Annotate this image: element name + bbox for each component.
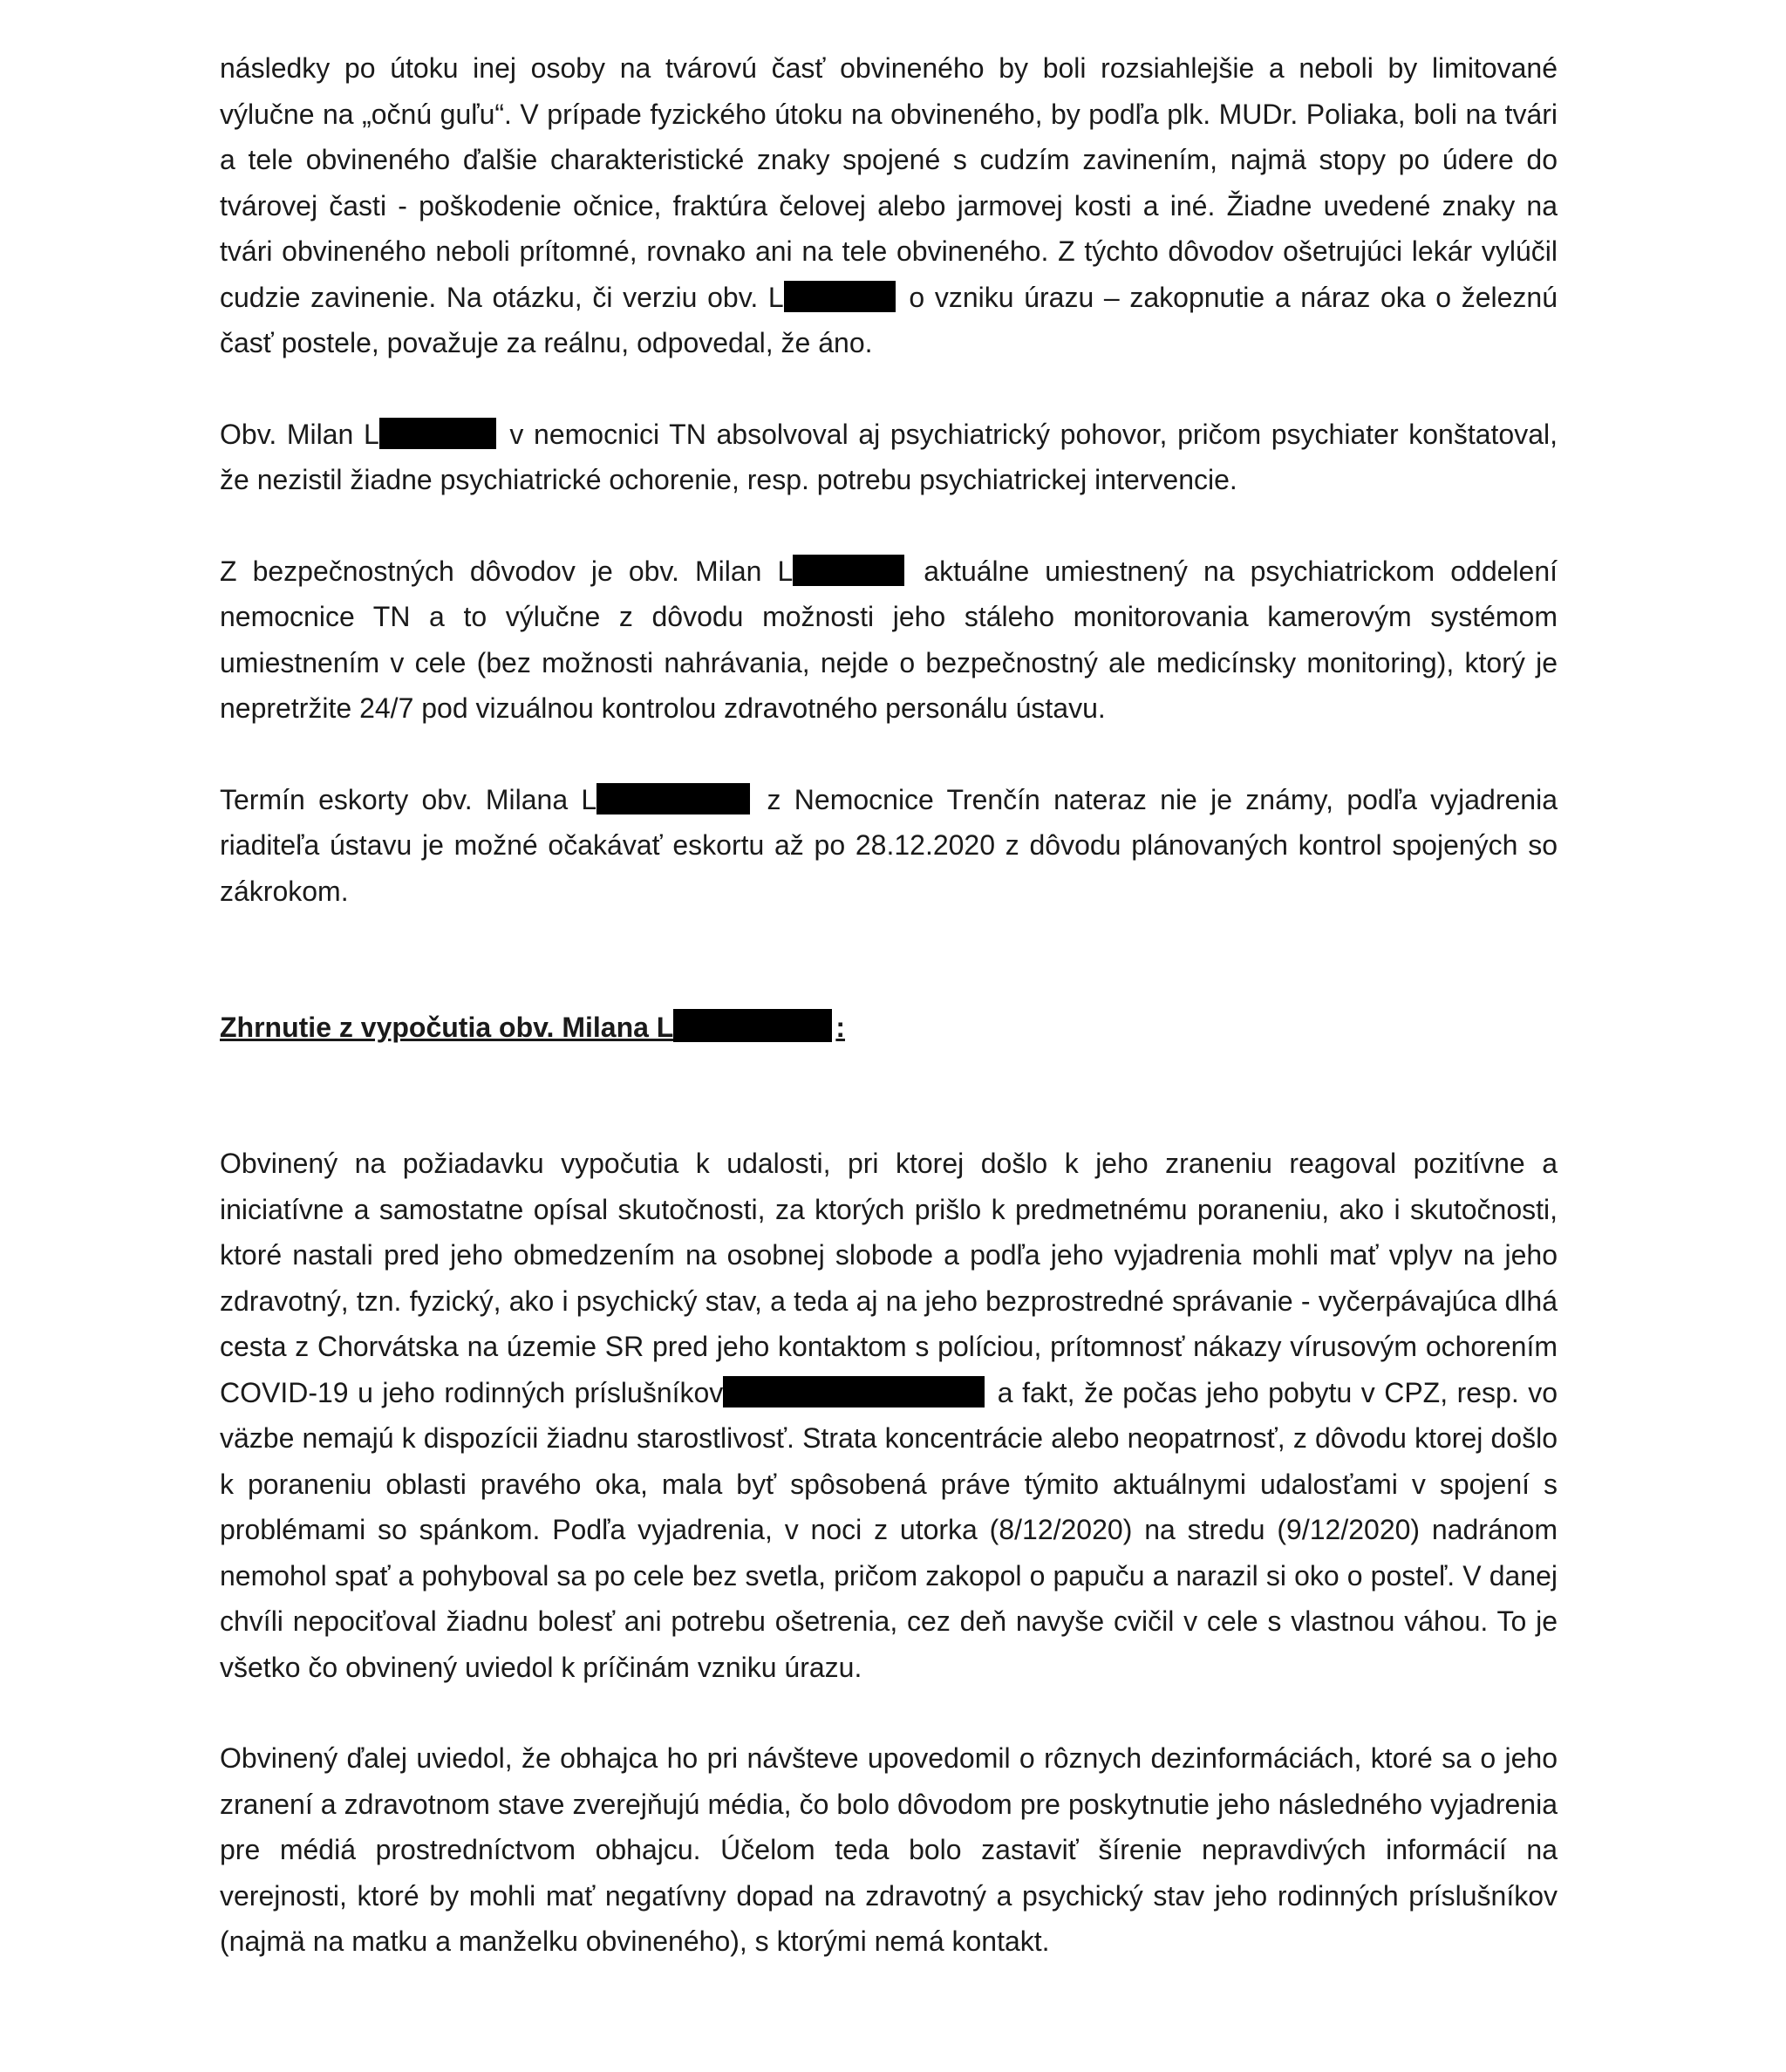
paragraph-security-text-cont: aktuálne umiestnený na psychiatrickom oddelení nemocnice TN a to výlučne z dôvodu možnosti jeho stáleho monitorovania kamerovým systémom umiestnením v cele (bez možnosti nahrávania, nejde o bezpečnostný ale medicínsky monitoring), ktorý je nepretržite 24/7 pod vizuálnou kontrolou zdravotného personálu ústavu.	[220, 555, 1558, 724]
paragraph-psychiatric-interview	[220, 412, 1558, 503]
redaction-bar	[793, 555, 904, 586]
spacer	[220, 1050, 1558, 1141]
section-heading-colon: :	[835, 1012, 845, 1043]
paragraph-summary-text: Obvinený na požiadavku vypočutia k udalosti, pri ktorej došlo k jeho zraneniu reagoval pozitívne a iniciatívne a samostatne opísal skutočnosti, za ktorých prišlo k predmetnému poraneniu, ako i skutočnosti, ktoré nastali pred jeho obmedzením na osobnej slobode a podľa jeho vyjadrenia mohli mať vplyv na jeho zdravotný, tzn. fyzický, ako i psychický stav, a teda aj na jeho bezprostredné správanie - vyčerpávajúca dlhá cesta z Chorvátska na územie SR pred jeho kontaktom s políciou, prítomnosť nákazy vírusovým ochorením COVID-19 u jeho rodinných príslušníkov	[220, 1148, 1558, 1408]
paragraph-psychiatric-text-cont: v nemocnici TN absolvoval aj psychiatrický pohovor, pričom psychiater konštatoval, že nezistil žiadne psychiatrické ochorenie, resp. potrebu psychiatrickej intervencie.	[220, 418, 1558, 495]
redaction-bar	[723, 1376, 985, 1407]
section-heading-text: Zhrnutie z vypočutia obv. Milana L	[220, 1012, 674, 1043]
paragraph-medical-findings	[220, 45, 1558, 366]
paragraph-media-statement: Obvinený ďalej uviedol, že obhajca ho pri návšteve upovedomil o rôznych dezinformáciách, ktoré sa o jeho zranení a zdravotnom stave zverejňujú média, čo bolo dôvodom pre poskytnutie jeho následného vyjadrenia pre médiá prostredníctvom obhajcu. Účelom teda bolo zastaviť šírenie nepravdivých informácií na verejnosti, ktoré by mohli mať negatívny dopad na zdravotný a psychický stav jeho rodinných príslušníkov (najmä na matku a manželku obvineného), s ktorými nemá kontakt.	[220, 1742, 1558, 1957]
redaction-bar	[596, 783, 750, 814]
paragraph-escort-text: Termín eskorty obv. Milana L	[220, 783, 597, 815]
paragraph-summary-text-cont: a fakt, že počas jeho pobytu v CPZ, resp. vo väzbe nemajú k dispozícii žiadnu starostlivosť. Strata koncentrácie alebo neopatrnosť, z dôvodu ktorej došlo k poraneniu oblasti pravého oka, mala byť spôsobená práve týmito aktuálnymi udalosťami v spojení s problémami so spánkom. Podľa vyjadrenia, v noci z utorka (8/12/2020) na stredu (9/12/2020) nadránom nemohol spať a pohyboval sa po cele bez svetla, pričom zakopol o papuču a narazil si oko o posteľ. V danej chvíli nepociťoval žiadnu bolesť ani potrebu ošetrenia, cez deň navyše cvičil v cele s vlastnou váhou. To je všetko čo obvinený uviedol k príčinám vzniku úrazu.	[220, 1376, 1558, 1683]
paragraph-interrogation-summary	[220, 1141, 1558, 1690]
section-heading	[220, 1005, 1558, 1050]
paragraph-security-text: Z bezpečnostných dôvodov je obv. Milan L	[220, 555, 794, 587]
paragraph-medical-findings-text-cont: o vzniku úrazu – zakopnutie a náraz oka o železnú časť postele, považuje za reálnu, odpovedal, že áno.	[220, 281, 1558, 358]
paragraph-escort-text-cont: z Nemocnice Trenčín nateraz nie je známy, podľa vyjadrenia riaditeľa ústavu je možné očakávať eskortu až po 28.12.2020 z dôvodu plánovaných kontrol spojených so zákrokom.	[220, 783, 1558, 907]
paragraph-psychiatric-text: Obv. Milan L	[220, 418, 379, 450]
paragraph-escort-date	[220, 777, 1558, 915]
redaction-bar	[379, 418, 496, 449]
redaction-bar	[673, 1009, 832, 1042]
paragraph-medical-findings-text: následky po útoku inej osoby na tvárovú časť obvineného by boli rozsiahlejšie a neboli by limitované výlučne na „očnú guľu“. V prípade fyzického útoku na obvineného, by podľa plk. MUDr. Poliaka, boli na tvári a tele obvineného ďalšie charakteristické znaky spojené s cudzím zavinením, najmä stopy po údere do tvárovej časti - poškodenie očnice, fraktúra čelovej alebo jarmovej kosti a iné. Žiadne uvedené znaky na tvári obvineného neboli prítomné, rovnako ani na tele obvineného. Z týchto dôvodov ošetrujúci lekár vylúčil cudzie zavinenie. Na otázku, či verziu obv. L	[220, 52, 1558, 313]
paragraph-security-placement	[220, 549, 1558, 732]
redaction-bar	[784, 281, 896, 312]
